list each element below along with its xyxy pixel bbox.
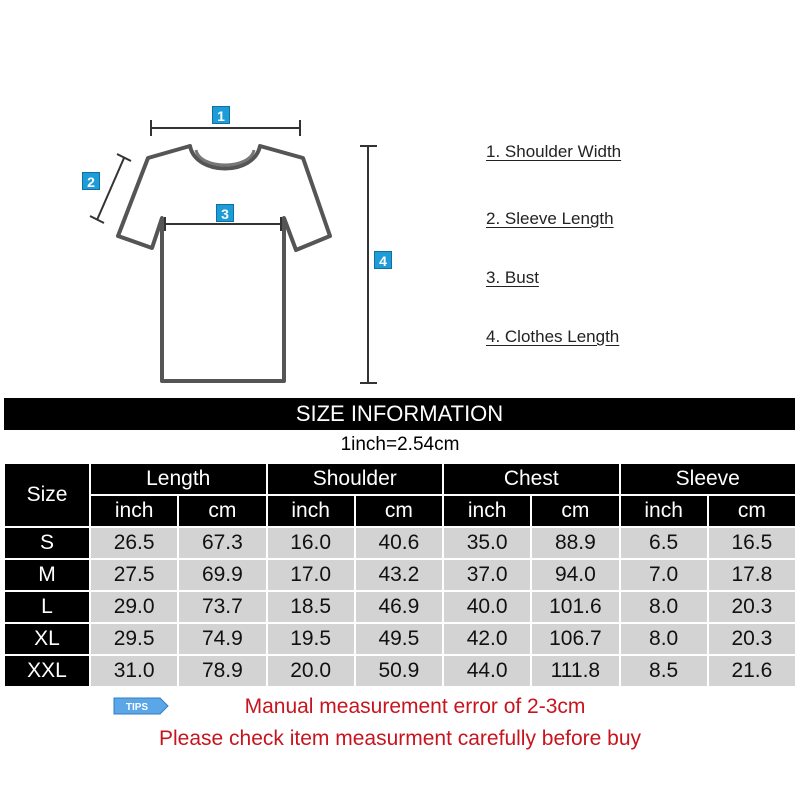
- table-unit-header-row: [5, 496, 795, 526]
- measurement-cell: 20.0: [268, 656, 354, 686]
- measurement-cell: 74.9: [179, 624, 265, 654]
- measurement-cell: 20.3: [709, 592, 795, 622]
- unit-header: inch: [91, 496, 177, 526]
- size-label-cell: XXL: [5, 656, 89, 686]
- measurement-cell: 49.5: [356, 624, 442, 654]
- measurement-cell: 35.0: [444, 528, 530, 558]
- measurement-cell: 42.0: [444, 624, 530, 654]
- measurement-cell: 18.5: [268, 592, 354, 622]
- group-header-shoulder: Shoulder: [268, 464, 443, 494]
- table-row: [5, 560, 795, 590]
- table-group-header-row: [5, 464, 795, 494]
- measurement-cell: 31.0: [91, 656, 177, 686]
- measurement-cell: 6.5: [621, 528, 707, 558]
- badge-sleeve-length: 2: [82, 172, 100, 190]
- measurement-error-note: Manual measurement error of 2-3cm: [244, 695, 586, 718]
- measurement-cell: 21.6: [709, 656, 795, 686]
- measurement-cell: 19.5: [268, 624, 354, 654]
- measurement-cell: 94.0: [532, 560, 618, 590]
- measurement-cell: 88.9: [532, 528, 618, 558]
- measurement-diagram: [0, 0, 800, 395]
- size-column-header: Size: [5, 464, 89, 526]
- measurement-cell: 37.0: [444, 560, 530, 590]
- measurement-cell: 8.0: [621, 624, 707, 654]
- measurement-cell: 67.3: [179, 528, 265, 558]
- group-header-length: Length: [91, 464, 266, 494]
- measurement-cell: 69.9: [179, 560, 265, 590]
- measurement-cell: 27.5: [91, 560, 177, 590]
- size-label-cell: S: [5, 528, 89, 558]
- size-chart-table: [3, 462, 797, 688]
- check-measurement-note: Please check item measurment carefully before buy: [158, 727, 642, 750]
- table-row: [5, 656, 795, 686]
- unit-header: inch: [268, 496, 354, 526]
- badge-shoulder-width: 1: [212, 106, 230, 124]
- legend-sleeve-length: 2. Sleeve Length: [486, 209, 614, 228]
- unit-header: cm: [356, 496, 442, 526]
- measurement-cell: 106.7: [532, 624, 618, 654]
- measurement-cell: 101.6: [532, 592, 618, 622]
- table-row: [5, 624, 795, 654]
- badge-bust: 3: [216, 204, 234, 222]
- table-row: [5, 528, 795, 558]
- size-label-cell: L: [5, 592, 89, 622]
- unit-header: cm: [179, 496, 265, 526]
- measurement-cell: 46.9: [356, 592, 442, 622]
- measurement-cell: 7.0: [621, 560, 707, 590]
- measurement-cell: 16.0: [268, 528, 354, 558]
- tshirt-outline-icon: [0, 0, 800, 395]
- measurement-cell: 40.6: [356, 528, 442, 558]
- measurement-cell: 50.9: [356, 656, 442, 686]
- table-row: [5, 592, 795, 622]
- measurement-cell: 17.0: [268, 560, 354, 590]
- badge-clothes-length: 4: [374, 251, 392, 269]
- group-header-sleeve: Sleeve: [621, 464, 796, 494]
- size-label-cell: M: [5, 560, 89, 590]
- unit-header: inch: [444, 496, 530, 526]
- legend-clothes-length: 4. Clothes Length: [486, 327, 620, 346]
- measurement-cell: 44.0: [444, 656, 530, 686]
- measurement-cell: 16.5: [709, 528, 795, 558]
- measurement-cell: 20.3: [709, 624, 795, 654]
- measurement-cell: 26.5: [91, 528, 177, 558]
- measurement-cell: 40.0: [444, 592, 530, 622]
- measurement-cell: 43.2: [356, 560, 442, 590]
- measurement-cell: 73.7: [179, 592, 265, 622]
- legend-shoulder-width: 1. Shoulder Width: [486, 142, 622, 161]
- measurement-cell: 111.8: [532, 656, 618, 686]
- unit-conversion-note: 1inch=2.54cm: [340, 434, 460, 455]
- size-information-title: SIZE INFORMATION: [4, 398, 795, 430]
- legend-bust: 3. Bust: [486, 268, 539, 287]
- measurement-cell: 8.5: [621, 656, 707, 686]
- measurement-cell: 29.5: [91, 624, 177, 654]
- group-header-chest: Chest: [444, 464, 619, 494]
- unit-header: cm: [709, 496, 795, 526]
- unit-header: cm: [532, 496, 618, 526]
- size-label-cell: XL: [5, 624, 89, 654]
- tips-label: TIPS: [125, 702, 149, 713]
- unit-header: inch: [621, 496, 707, 526]
- measurement-cell: 17.8: [709, 560, 795, 590]
- measurement-cell: 29.0: [91, 592, 177, 622]
- measurement-cell: 78.9: [179, 656, 265, 686]
- size-table-body: [5, 528, 795, 686]
- measurement-cell: 8.0: [621, 592, 707, 622]
